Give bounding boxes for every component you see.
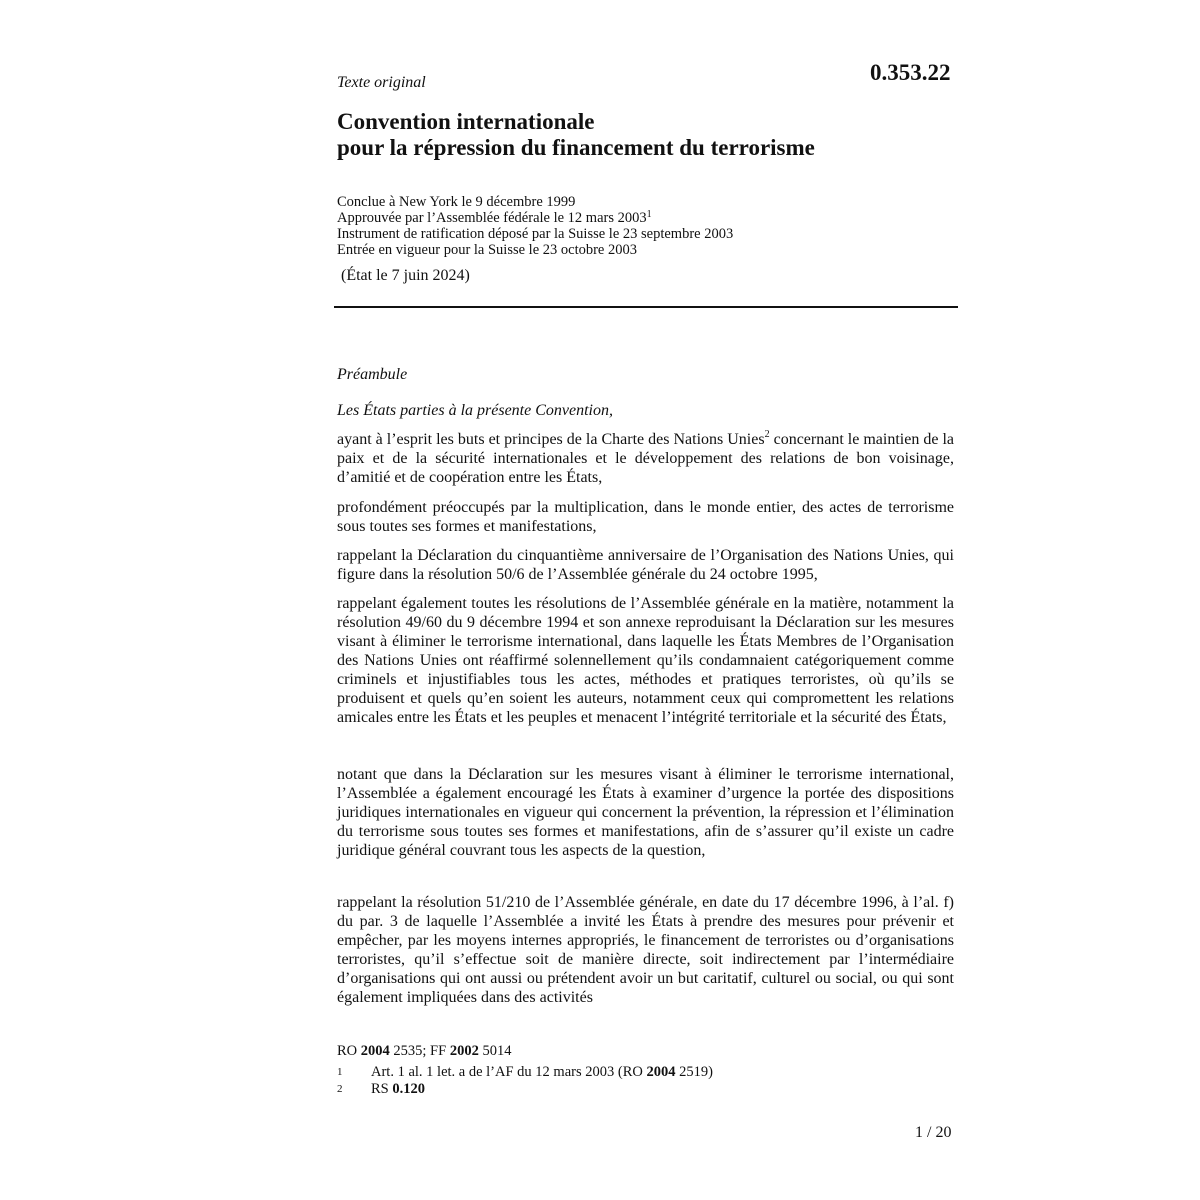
- original-text-label: Texte original: [337, 74, 426, 91]
- title-line-2: pour la répression du financement du terrorisme: [337, 135, 815, 160]
- footnote-1: [337, 1064, 713, 1080]
- approval-date: [337, 210, 733, 226]
- page-number: 1 / 20: [915, 1124, 952, 1141]
- preamble-paragraph-3: rappelant la Déclaration du cinquantième anniversaire de l’Organisation des Nations Unies, qui figure dans la résolution 50/6 de l’Assemblée générale du 24 octobre 1995,: [337, 547, 954, 583]
- document-title: [337, 109, 815, 161]
- status-date: (État le 7 juin 2024): [341, 267, 470, 284]
- footnote-ref-1[interactable]: 1: [646, 209, 652, 220]
- preamble-paragraph-6: rappelant la résolution 51/210 de l’Assemblée générale, en date du 17 décembre 1996, à l’al. f) du par. 3 de laquelle l’Assemblée a invité les États à prendre des mesures pour prévenir et empêcher, par les moyens internes appropriés, le financement de terroristes ou d’organisations terroristes, qu’il s’effectue soit de manière directe, soit indirectement par l’intermédiaire d’organisations qui ont aussi ou prétendent avoir un but caritatif, culturel ou social, ou qui sont également impliquées dans des activités: [337, 894, 954, 1006]
- preamble-paragraph-5: notant que dans la Déclaration sur les mesures visant à éliminer le terrorisme international, l’Assemblée a également encouragé les États à examiner d’urgence la portée des dispositions juridiques internationales en vigueur qui concernent la prévention, la répression et l’élimination du terrorisme sous toutes ses formes et manifestations, afin de s’assurer qu’il existe un cadre juridique général couvrant tous les aspects de la question,: [337, 766, 954, 859]
- footnote-1-year: 2004: [646, 1064, 676, 1080]
- footnote-ref-2[interactable]: 2: [764, 429, 770, 440]
- footnote-2-number: 2: [337, 1083, 343, 1095]
- ro-year: 2004: [360, 1043, 390, 1059]
- preamble-heading: Préambule: [337, 366, 408, 383]
- footnote-1-end: 2519): [675, 1064, 713, 1080]
- footnote-2-text: RS: [371, 1081, 393, 1097]
- paragraph-1-text-a: ayant à l’esprit les buts et principes de la Charte des Nations Unies: [337, 431, 765, 448]
- sr-number: 0.353.22: [870, 60, 951, 85]
- approval-text: Approuvée par l’Assemblée fédérale le 12 mars 2003: [337, 210, 647, 226]
- footnote-2: [337, 1081, 425, 1097]
- ratification-date: Instrument de ratification déposé par la Suisse le 23 septembre 2003: [337, 226, 734, 242]
- publication-reference: [337, 1043, 511, 1060]
- document-metadata: [337, 194, 733, 258]
- preamble-paragraph-1: [337, 430, 954, 487]
- footnote-1-number: 1: [337, 1066, 343, 1078]
- header-divider: [334, 306, 958, 308]
- ro-page: 2535; FF: [389, 1043, 450, 1059]
- ro-label: RO: [337, 1043, 361, 1059]
- title-line-1: Convention internationale: [337, 109, 595, 134]
- footnote-1-text: Art. 1 al. 1 let. a de l’AF du 12 mars 2003 (RO: [371, 1064, 647, 1080]
- concluded-date: Conclue à New York le 9 décembre 1999: [337, 194, 576, 210]
- entry-into-force-date: Entrée en vigueur pour la Suisse le 23 octobre 2003: [337, 242, 637, 258]
- ff-year: 2002: [449, 1043, 479, 1059]
- footnote-2-ref: 0.120: [392, 1081, 425, 1097]
- ff-page: 5014: [478, 1043, 512, 1059]
- states-parties-line: Les États parties à la présente Convention,: [337, 402, 613, 419]
- preamble-paragraph-2: profondément préoccupés par la multiplication, dans le monde entier, des actes de terrorisme sous toutes ses formes et manifestations,: [337, 499, 954, 535]
- preamble-paragraph-4: rappelant également toutes les résolutions de l’Assemblée générale en la matière, notamment la résolution 49/60 du 9 décembre 1994 et son annexe reproduisant la Déclaration sur les mesures visant à éliminer le terrorisme international, dans laquelle les États Membres de l’Organisation des Nations Unies ont réaffirmé solennellement qu’ils condamnaient catégoriquement comme criminels et injustifiables tous les actes, méthodes et pratiques terroristes, où qu’ils se produisent et quels qu’en soient les auteurs, notamment ceux qui compromettent les relations amicales entre les États et les peuples et menacent l’intégrité territoriale et la sécurité des États,: [337, 595, 954, 726]
- paragraph-1-text-b: concernant le maintien de la paix et de la sécurité internationales et le développement des relations de bon voisinage, d’amitié et de coopération entre les États,: [337, 431, 955, 486]
